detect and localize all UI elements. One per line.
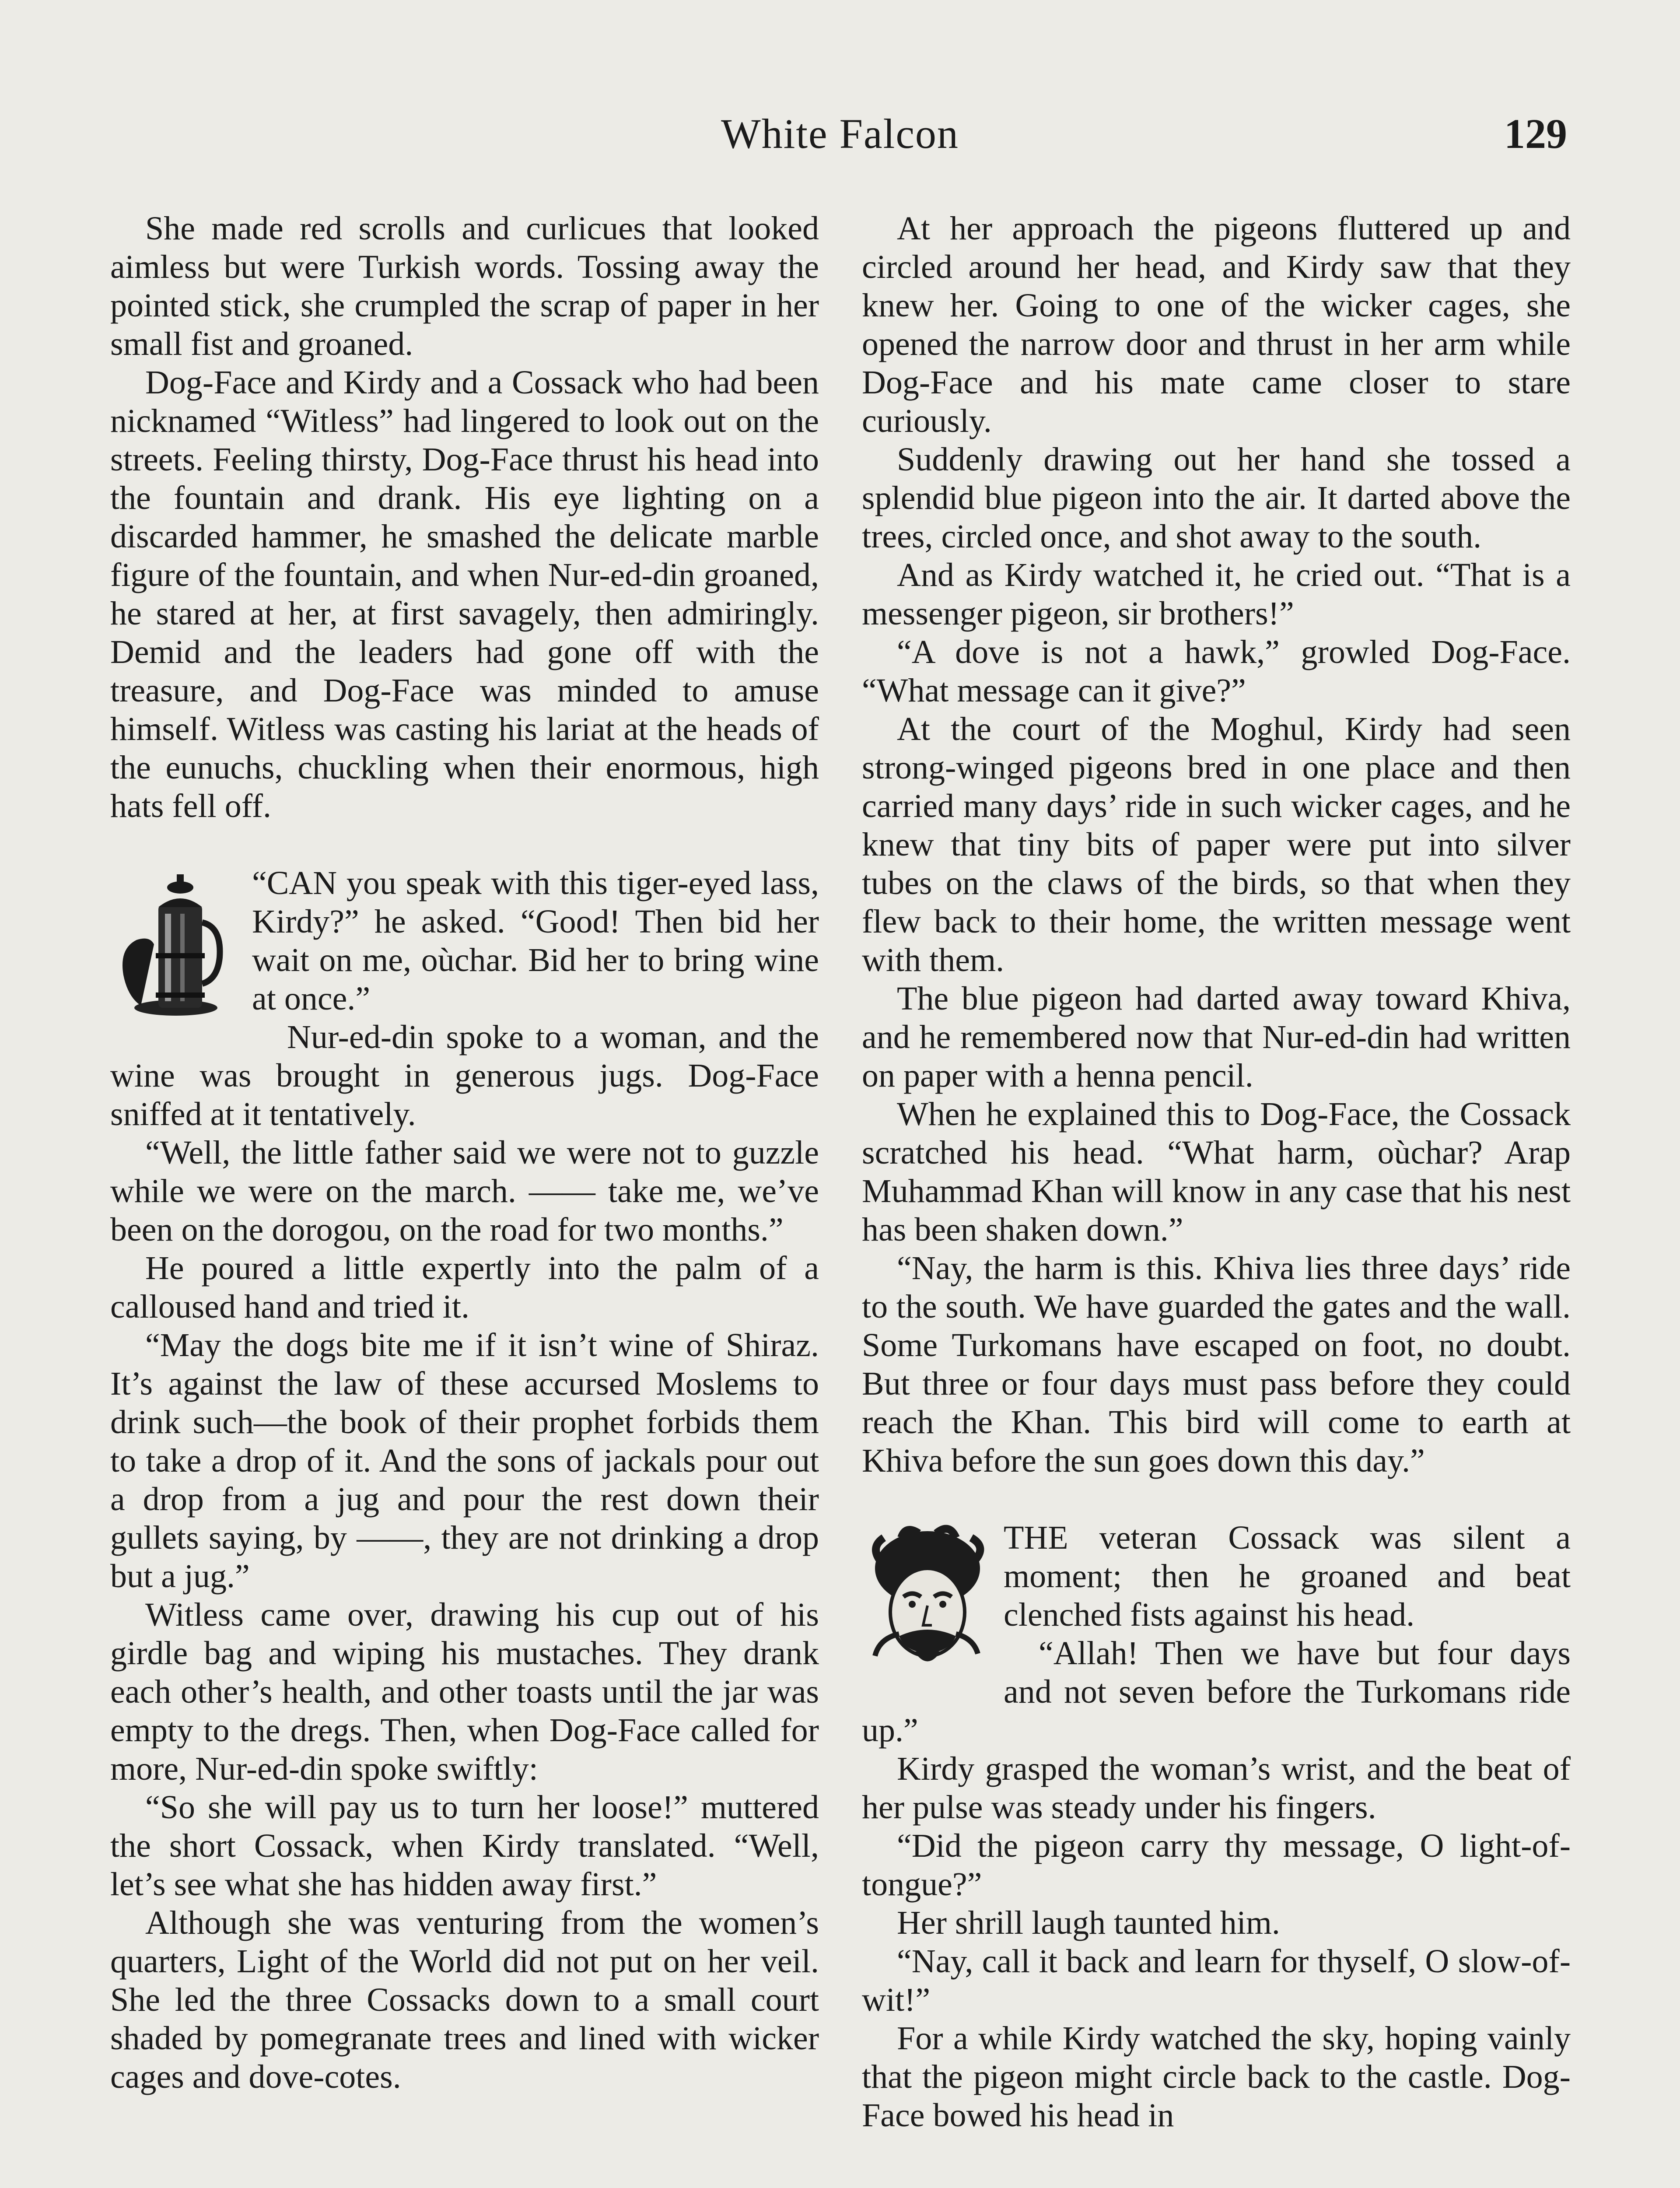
paragraph: “Did the pigeon carry thy message, O light-of-tongue?” [862,1827,1571,1903]
right-column [862,209,1571,2135]
paragraph [862,1518,1571,1634]
paragraph-text: “CAN you speak with this tiger-eyed lass, Kirdy?” he asked. “Good! Then bid her wait on me, oùchar. Bid her to bring wine at once.” [252,865,819,1017]
paragraph: Witless came over, drawing his cup out of his girdle bag and wiping his mustaches. They drank each other’s health, and other toasts until the jar was empty to the dregs. Then, when Dog-Face called for more, Nur-ed-din spoke swiftly: [110,1596,819,1787]
paragraph: She made red scrolls and curlicues that looked aimless but were Turkish words. Tossing away the pointed stick, she crumpled the scrap of paper in her small fist and groaned. [110,210,819,362]
paragraph: “Allah! Then we have but four days and not seven before the Turkomans ride up.” [862,1635,1571,1749]
section-break [862,1480,1571,1518]
paragraph: Although she was venturing from the women’s quarters, Light of the World did not put on her veil. She led the three Cossacks down to a small court shaded by pomegranate trees and lined with wicker cages and dove-cotes. [110,1904,819,2095]
paragraph: At the court of the Moghul, Kirdy had seen strong-winged pigeons bred in one place and then carried many days’ ride in such wicker cages, and he knew that tiny bits of paper were put into silver tubes on the claws of the birds, so that when they flew back to their home, the written message went with them. [862,711,1571,978]
paragraph: Dog-Face and Kirdy and a Cossack who had been nicknamed “Witless” had lingered to look out on the streets. Feeling thirsty, Dog-Face thrust his head into the fountain and drank. His eye lighting on a discarded hammer, he smashed the delicate marble figure of the fountain, and when Nur-ed-din groaned, he stared at her, at first savagely, then admiringly. Demid and the leaders had gone off with the treasure, and Dog-Face was minded to amuse himself. Witless was casting his lariat at the heads of the eunuchs, chuckling when their enormous, high hats fell off. [110,364,819,824]
paragraph-text: THE veteran Cossack was silent a moment; then he groaned and beat clenched fists against his head. [1004,1519,1571,1633]
paragraph: “Nay, call it back and learn for thyself, O slow-of-wit!” [862,1943,1571,2018]
paragraph: “May the dogs bite me if it isn’t wine of Shiraz. It’s against the law of these accursed Moslems to drink such—the book of their prophet forbids them to take a drop of it. And the sons of jackals pour out a drop from a jug and pour the rest down their gullets saying, by ——, they are not drinking a drop but a jug.” [110,1327,819,1595]
cossack-head-icon [862,1520,993,1678]
paragraph: And as Kirdy watched it, he cried out. “That is a messenger pigeon, sir brothers!” [862,557,1571,632]
paragraph: At her approach the pigeons fluttered up and circled around her head, and Kirdy saw that they knew her. Going to one of the wicker cages, she opened the narrow door and thrust in her arm while Dog-Face and his mate came closer to stare curiously. [862,210,1571,439]
paragraph: The blue pigeon had darted away toward Khiva, and he remembered now that Nur-ed-din had written on paper with a henna pencil. [862,980,1571,1094]
section-break [110,825,819,864]
paragraph: When he explained this to Dog-Face, the Cossack scratched his head. “What harm, oùchar? Arap Muhammad Khan will know in any case that his nest has been shaken down.” [862,1096,1571,1248]
paragraph: “A dove is not a hawk,” growled Dog-Face. “What message can it give?” [862,634,1571,709]
running-title: White Falcon [721,110,959,157]
paragraph: For a while Kirdy watched the sky, hoping vainly that the pigeon might circle back to the castle. Dog-Face bowed his head in [862,2020,1571,2134]
paragraph: Her shrill laugh taunted him. [897,1904,1280,1941]
paragraph: “So she will pay us to turn her loose!” muttered the short Cossack, when Kirdy translated. “Well, let’s see what she has hidden away first.” [110,1789,819,1903]
paragraph: He poured a little expertly into the palm of a calloused hand and tried it. [110,1250,819,1325]
paragraph: Kirdy grasped the woman’s wrist, and the beat of her pulse was steady under his fingers. [862,1750,1571,1826]
wine-jug-icon [110,866,242,1023]
running-head [0,109,1680,158]
paragraph [110,864,819,1018]
paragraph: “Well, the little father said we were not to guzzle while we were on the march. —— take me, we’ve been on the dorogou, on the road for two months.” [110,1134,819,1248]
left-column [110,209,819,2096]
page-number: 129 [1504,110,1567,157]
paragraph: “Nay, the harm is this. Khiva lies three days’ ride to the south. We have guarded the gates and the wall. Some Turkomans have escaped on foot, no doubt. But three or four days must pass before they could reach the Khan. This bird will come to earth at Khiva before the sun goes down this day.” [862,1250,1571,1479]
paragraph: Suddenly drawing out her hand she tossed a splendid blue pigeon into the air. It darted above the trees, circled once, and shot away to the south. [862,441,1571,555]
paragraph: Nur-ed-din spoke to a woman, and the wine was brought in generous jugs. Dog-Face sniffed at it tentatively. [110,1019,819,1133]
